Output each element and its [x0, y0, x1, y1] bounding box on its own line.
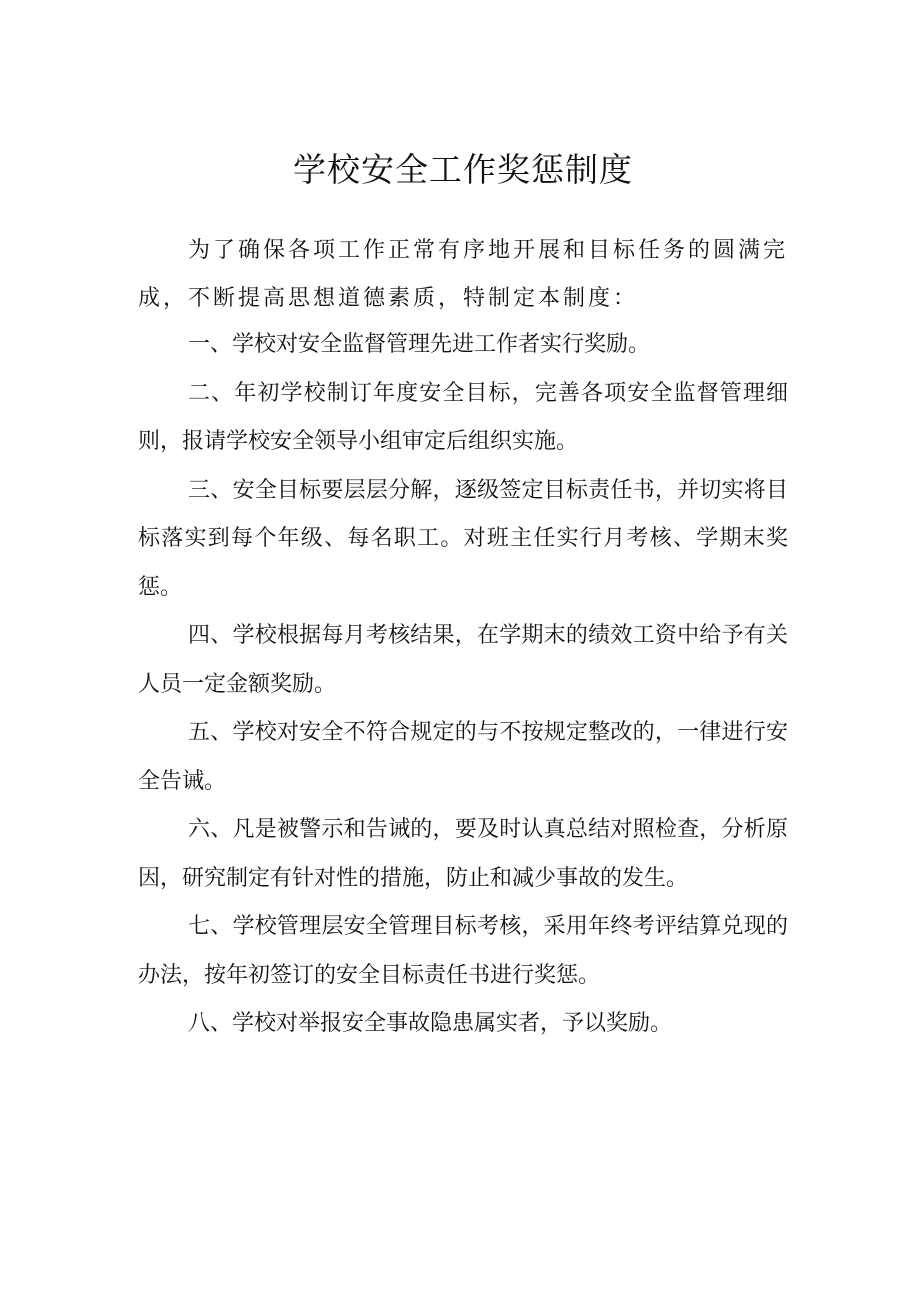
rule-item-1: 一、学校对安全监督管理先进工作者实行奖励。	[188, 332, 651, 357]
rule-item-5: 五、学校对安全不符合规定的与不按规定整改的，一律进行安全告诫。	[138, 720, 788, 794]
rule-item-4: 四、学校根据每月考核结果，在学期末的绩效工资中给予有关人员一定金额奖励。	[138, 623, 788, 697]
document-title: 学校安全工作奖惩制度	[293, 150, 633, 189]
rules-list	[138, 321, 788, 1049]
rule-item-8: 八、学校对举报安全事故隐患属实者，予以奖励。	[188, 1011, 673, 1036]
rule-item-3: 三、安全目标要层层分解，逐级签定目标责任书，并切实将目标落实到每个年级、每名职工。对班主任实行月考核、学期末奖惩。	[138, 477, 788, 600]
rule-item-7: 七、学校管理层安全管理目标考核，采用年终考评结算兑现的办法，按年初签订的安全目标责任书进行奖惩。	[138, 914, 788, 988]
rule-item-6: 六、凡是被警示和告诫的，要及时认真总结对照检查，分析原因，研究制定有针对性的措施，防止和减少事故的发生。	[138, 817, 788, 891]
rule-item-2: 二、年初学校制订年度安全目标，完善各项安全监督管理细则，报请学校安全领导小组审定后组织实施。	[138, 380, 788, 454]
intro-paragraph: 为了确保各项工作正常有序地开展和目标任务的圆满完成，不断提高思想道德素质，特制定本制度：	[138, 238, 789, 311]
